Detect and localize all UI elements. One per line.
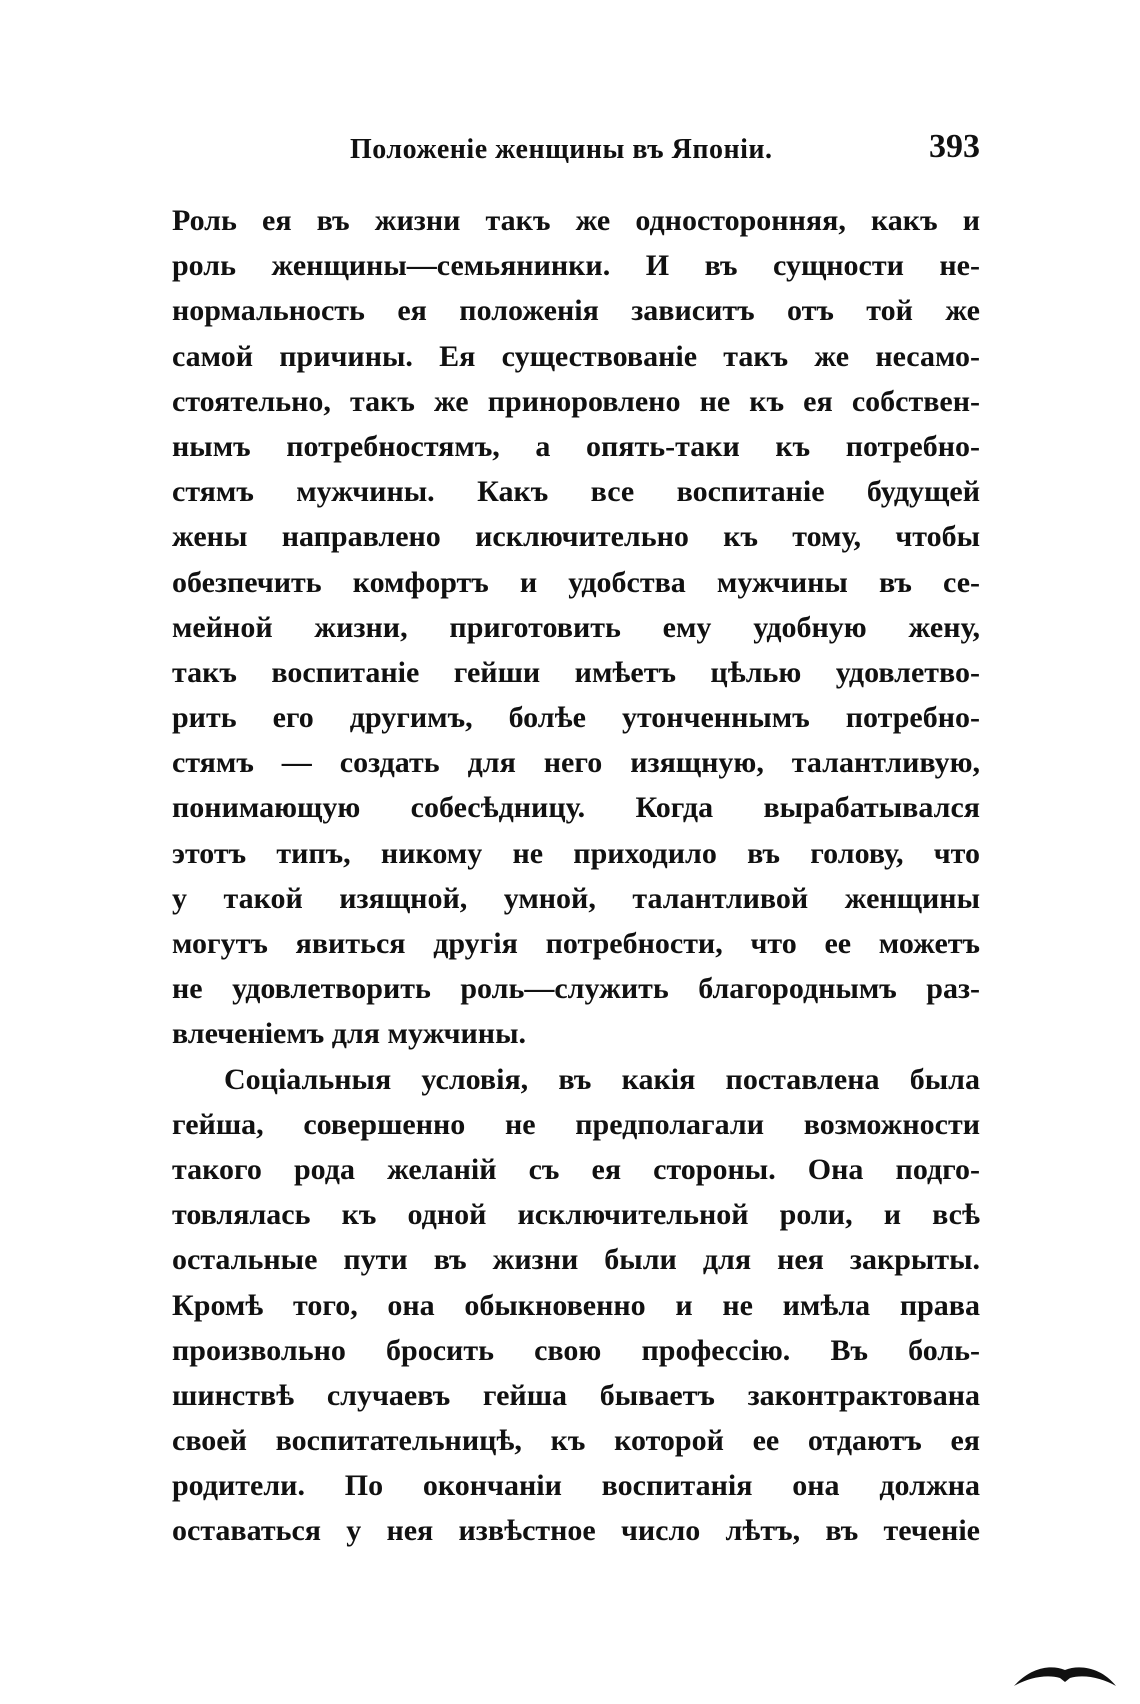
text-line: у такой изящной, умной, талантливой женщины (172, 881, 980, 915)
running-title: Положеніе женщины въ Японіи. (350, 134, 773, 165)
text-line: жены направлено исключительно къ тому, чтобы (172, 520, 980, 554)
text-line: нымъ потребностямъ, а опять-таки къ потребно- (172, 429, 980, 463)
text-line: не удовлетворить роль—служить благороднымъ раз- (172, 972, 980, 1006)
paragraph-2 (172, 1057, 980, 1554)
page-number: 393 (929, 128, 980, 165)
text-line: гейша, совершенно не предполагали возможности (172, 1107, 980, 1141)
printer-ornament-icon (1010, 1660, 1120, 1690)
text-line: Роль ея въ жизни такъ же односторонняя, какъ и (172, 204, 980, 237)
paragraph-1 (172, 198, 980, 1057)
body-text (172, 198, 980, 1554)
text-line: такого рода желаній съ ея стороны. Она подго- (172, 1152, 980, 1186)
text-line: стямъ мужчины. Какъ все воспитаніе будущей (172, 475, 980, 509)
text-line: Соціальныя условія, въ какія поставлена была (224, 1062, 980, 1096)
text-line: обезпечить комфортъ и удобства мужчины въ се- (172, 565, 980, 599)
text-line: нормальность ея положенія зависитъ отъ той же (172, 294, 980, 328)
text-line: товлялась къ одной исключительной роли, и всѣ (172, 1198, 980, 1232)
text-line: стоятельно, такъ же приноровлено не къ ея собствен- (172, 384, 980, 418)
text-line: стямъ — создать для него изящную, талантливую, (172, 746, 980, 780)
text-line: рить его другимъ, болѣе утонченнымъ потребно- (172, 701, 980, 735)
text-line: шинствѣ случаевъ гейша бываетъ законтрактована (172, 1378, 980, 1412)
text-line: такъ воспитаніе гейши имѣетъ цѣлью удовлетво- (172, 655, 980, 689)
text-line: роль женщины—семьянинки. И въ сущности не- (172, 249, 980, 283)
text-line: этотъ типъ, никому не приходило въ голову, что (172, 836, 980, 870)
text-line: влеченіемъ для мужчины. (172, 1017, 526, 1051)
text-line: произвольно бросить свою профессію. Въ боль- (172, 1333, 980, 1367)
text-line: Кромѣ того, она обыкновенно и не имѣла права (172, 1288, 980, 1322)
page-header (170, 128, 980, 178)
text-line: самой причины. Ея существованіе такъ же несамо- (172, 339, 980, 373)
text-line: остальные пути въ жизни были для нея закрыты. (172, 1243, 980, 1277)
text-line: могутъ явиться другія потребности, что ее можетъ (172, 927, 980, 960)
text-line: понимающую собесѣдницу. Когда вырабатывался (172, 791, 980, 825)
text-line: родители. По окончаніи воспитанія она должна (172, 1469, 980, 1503)
text-line: своей воспитательницѣ, къ которой ее отдаютъ ея (172, 1424, 980, 1458)
text-line: мейной жизни, приготовить ему удобную жену, (172, 610, 980, 644)
text-line: оставаться у нея извѣстное число лѣтъ, въ теченіе (172, 1514, 980, 1548)
